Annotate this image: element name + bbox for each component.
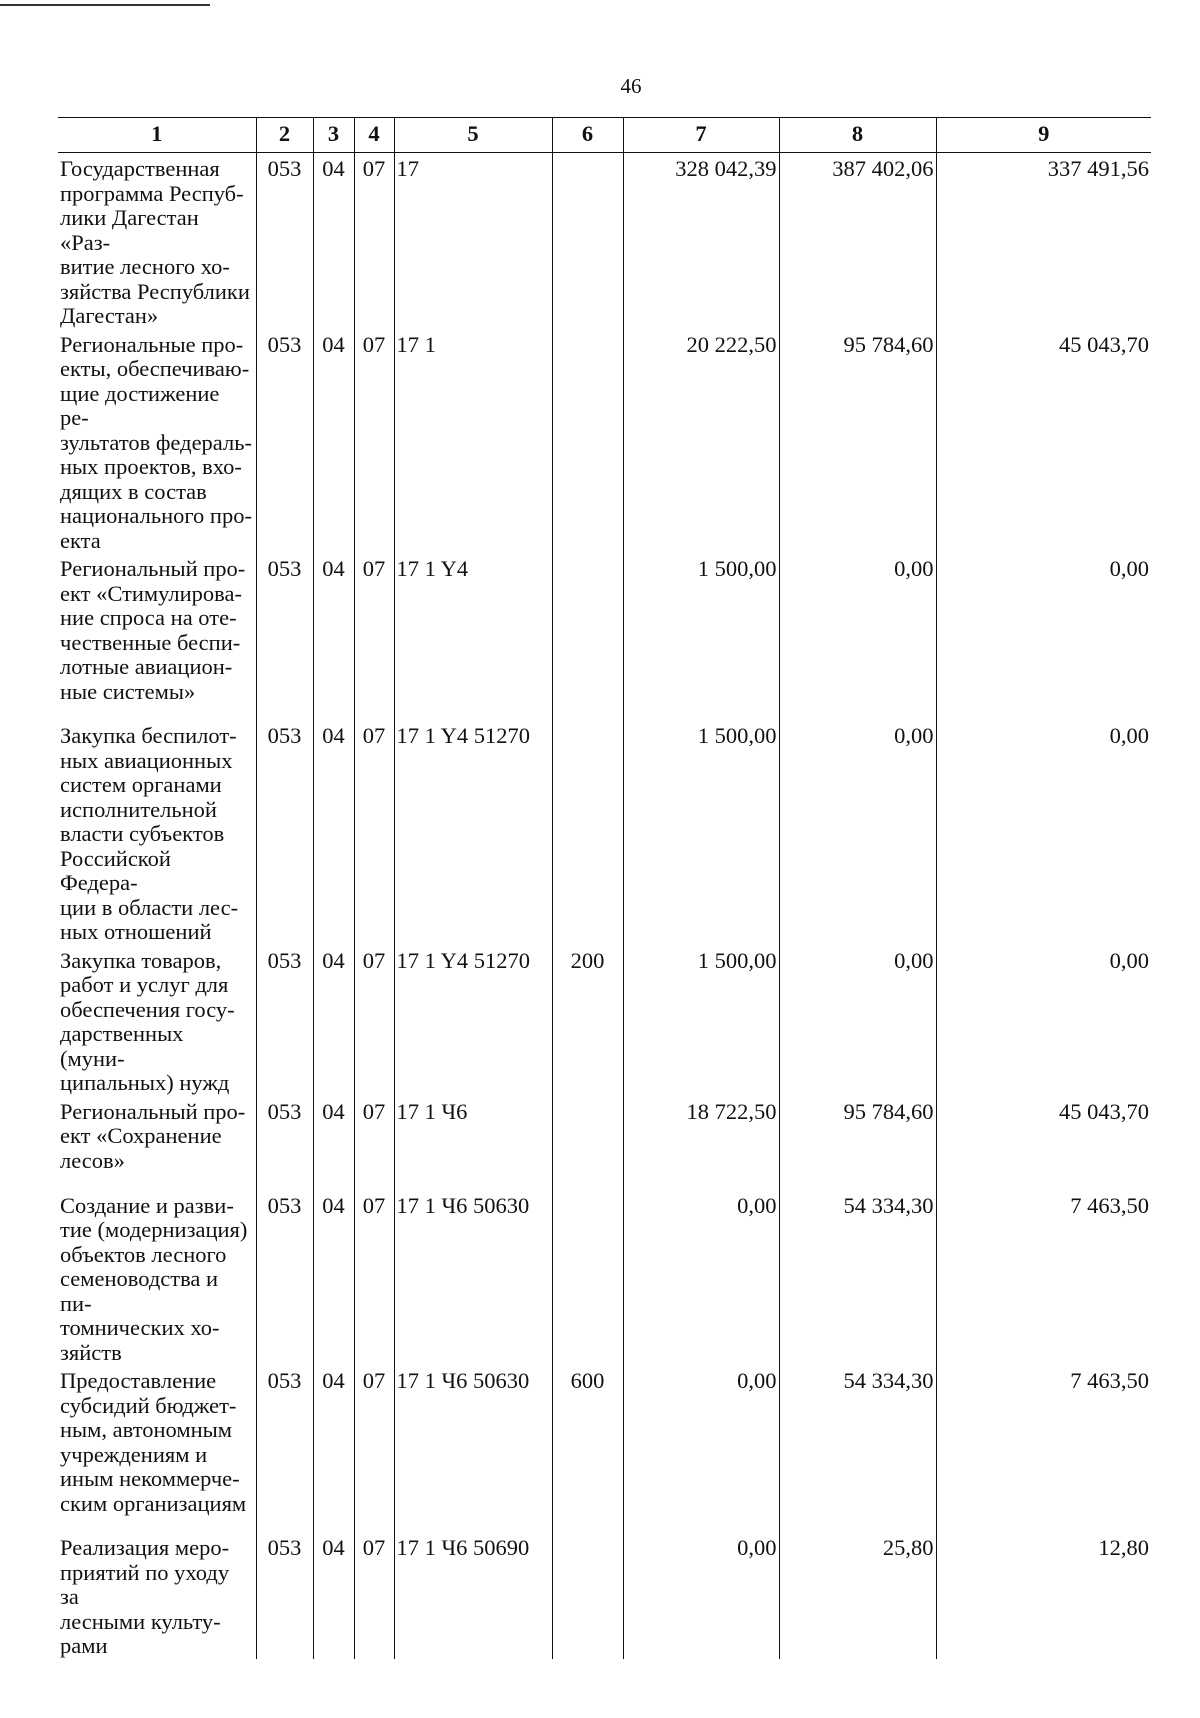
name-line: ных отношений: [60, 919, 212, 944]
table-row: [58, 720, 1151, 945]
name-line: Создание и разви-: [60, 1192, 234, 1218]
row-name: [58, 329, 256, 554]
subsection-cell: 07: [354, 1190, 394, 1366]
subsection-cell: 07: [354, 1365, 394, 1532]
amount-col-7: 18 722,50: [623, 1096, 779, 1190]
subsection-cell: 07: [354, 1096, 394, 1190]
amount-col-7: 328 042,39: [623, 153, 779, 329]
target-article-cell: 17 1 Ч6 50630: [394, 1365, 552, 1532]
name-line: екта: [60, 527, 101, 553]
target-article-cell: 17 1 Y4 51270: [394, 720, 552, 945]
row-name: [58, 945, 256, 1096]
expense-type-cell: [552, 329, 623, 554]
name-line: лотные авиацион-: [60, 654, 233, 679]
subsection-cell: 07: [354, 329, 394, 554]
header-col-5: 5: [394, 118, 552, 153]
amount-col-8: 387 402,06: [779, 153, 936, 329]
name-line: чественные беспи-: [60, 629, 241, 655]
name-line: щие достижение ре-: [60, 380, 220, 430]
name-line: Закупка товаров,: [60, 947, 222, 973]
name-line: учреждениям и: [60, 1441, 208, 1467]
name-line: Региональные про-: [60, 331, 244, 357]
page-number: 46: [620, 74, 642, 98]
name-line: ект «Стимулирова-: [60, 580, 242, 606]
header-col-8: 8: [779, 118, 936, 153]
amount-col-7: 20 222,50: [623, 329, 779, 554]
amount-col-8: 25,80: [779, 1532, 936, 1659]
header-col-1: 1: [58, 118, 256, 153]
grbs-cell: 053: [256, 945, 313, 1096]
amount-col-7: 1 500,00: [623, 720, 779, 945]
amount-col-9: 7 463,50: [936, 1190, 1151, 1366]
amount-col-9: 12,80: [936, 1532, 1151, 1659]
target-article-cell: 17 1: [394, 329, 552, 554]
amount-col-9: 45 043,70: [936, 329, 1151, 554]
row-name: [58, 1190, 256, 1366]
header-col-4: 4: [354, 118, 394, 153]
amount-col-7: 1 500,00: [623, 945, 779, 1096]
name-line: ным, автономным: [60, 1417, 232, 1442]
header-col-9: 9: [936, 118, 1151, 153]
section-cell: 04: [313, 1190, 354, 1366]
section-cell: 04: [313, 1096, 354, 1190]
name-line: иным некоммерче-: [60, 1466, 240, 1491]
name-line: зяйств: [60, 1339, 122, 1365]
name-line: зяйства Республики: [60, 278, 250, 304]
amount-col-7: 0,00: [623, 1532, 779, 1659]
amount-col-9: 7 463,50: [936, 1365, 1151, 1532]
amount-col-8: 54 334,30: [779, 1365, 936, 1532]
subsection-cell: 07: [354, 553, 394, 720]
name-line: Дагестан»: [60, 303, 159, 328]
name-line: ных проектов, вхо-: [60, 454, 242, 479]
row-name: [58, 553, 256, 720]
header-col-6: 6: [552, 118, 623, 153]
name-line: Региональный про-: [60, 1098, 246, 1124]
name-line: систем органами: [60, 772, 222, 797]
name-line: программа Респуб-: [60, 180, 244, 206]
name-line: рами: [60, 1633, 108, 1658]
name-line: Региональный про-: [60, 556, 246, 581]
name-line: ных авиационных: [60, 747, 233, 773]
table-row: [58, 1096, 1151, 1190]
target-article-cell: 17: [394, 153, 552, 329]
section-cell: 04: [313, 553, 354, 720]
grbs-cell: 053: [256, 720, 313, 945]
section-cell: 04: [313, 153, 354, 329]
amount-col-8: 0,00: [779, 945, 936, 1096]
name-line: национального про-: [60, 503, 252, 528]
expense-type-cell: 200: [552, 945, 623, 1096]
name-line: екты, обеспечиваю-: [60, 356, 250, 381]
expense-type-cell: 600: [552, 1365, 623, 1532]
expense-type-cell: [552, 153, 623, 329]
expense-type-cell: [552, 1532, 623, 1659]
section-cell: 04: [313, 720, 354, 945]
grbs-cell: 053: [256, 553, 313, 720]
name-line: обеспечения госу-: [60, 996, 235, 1022]
name-line: ект «Сохранение: [60, 1123, 222, 1148]
amount-col-9: 0,00: [936, 553, 1151, 720]
table-row: [58, 329, 1151, 554]
expense-type-cell: [552, 553, 623, 720]
table-row: [58, 945, 1151, 1096]
budget-table: [58, 117, 1151, 1659]
name-line: Закупка беспилот-: [60, 723, 237, 748]
name-line: дарственных (муни-: [60, 1021, 184, 1071]
section-cell: 04: [313, 1365, 354, 1532]
amount-col-8: 0,00: [779, 720, 936, 945]
name-line: витие лесного хо-: [60, 254, 230, 279]
header-col-3: 3: [313, 118, 354, 153]
name-line: работ и услуг для: [60, 972, 229, 997]
target-article-cell: 17 1 Ч6 50690: [394, 1532, 552, 1659]
header-col-2: 2: [256, 118, 313, 153]
name-line: ским организациям: [60, 1490, 247, 1516]
name-line: приятий по уходу за: [60, 1559, 230, 1609]
grbs-cell: 053: [256, 1096, 313, 1190]
name-line: лесов»: [60, 1147, 125, 1173]
table-row: [58, 553, 1151, 720]
name-line: исполнительной: [60, 796, 217, 822]
target-article-cell: 17 1 Y4: [394, 553, 552, 720]
target-article-cell: 17 1 Y4 51270: [394, 945, 552, 1096]
table-row: [58, 1532, 1151, 1659]
name-line: Государственная: [60, 156, 220, 181]
table-row: [58, 153, 1151, 329]
name-line: власти субъектов: [60, 821, 225, 846]
row-name: [58, 1365, 256, 1532]
amount-col-9: 0,00: [936, 945, 1151, 1096]
amount-col-7: 1 500,00: [623, 553, 779, 720]
amount-col-8: 95 784,60: [779, 1096, 936, 1190]
grbs-cell: 053: [256, 1365, 313, 1532]
name-line: ние спроса на оте-: [60, 605, 237, 630]
amount-col-7: 0,00: [623, 1365, 779, 1532]
name-line: лики Дагестан «Раз-: [60, 205, 199, 255]
name-line: ципальных) нужд: [60, 1070, 230, 1095]
name-line: томнических хо-: [60, 1315, 220, 1340]
table-row: [58, 1365, 1151, 1532]
grbs-cell: 053: [256, 329, 313, 554]
expense-type-cell: [552, 720, 623, 945]
name-line: Реализация меро-: [60, 1535, 230, 1560]
grbs-cell: 053: [256, 1190, 313, 1366]
subsection-cell: 07: [354, 153, 394, 329]
name-line: лесными культу-: [60, 1608, 221, 1634]
target-article-cell: 17 1 Ч6 50630: [394, 1190, 552, 1366]
row-name: [58, 720, 256, 945]
amount-col-8: 95 784,60: [779, 329, 936, 554]
table-row: [58, 1190, 1151, 1366]
subsection-cell: 07: [354, 1532, 394, 1659]
amount-col-7: 0,00: [623, 1190, 779, 1366]
amount-col-8: 54 334,30: [779, 1190, 936, 1366]
subsection-cell: 07: [354, 720, 394, 945]
section-cell: 04: [313, 945, 354, 1096]
amount-col-9: 45 043,70: [936, 1096, 1151, 1190]
name-line: семеноводства и пи-: [60, 1266, 219, 1316]
section-cell: 04: [313, 1532, 354, 1659]
target-article-cell: 17 1 Ч6: [394, 1096, 552, 1190]
name-line: ные системы»: [60, 678, 196, 704]
amount-col-9: 0,00: [936, 720, 1151, 945]
top-rule: [0, 4, 210, 6]
amount-col-8: 0,00: [779, 553, 936, 720]
subsection-cell: 07: [354, 945, 394, 1096]
name-line: объектов лесного: [60, 1241, 227, 1267]
name-line: зультатов федераль-: [60, 429, 252, 455]
name-line: ции в области лес-: [60, 894, 239, 920]
name-line: дящих в состав: [60, 478, 207, 504]
name-line: Предоставление: [60, 1368, 217, 1393]
header-col-7: 7: [623, 118, 779, 153]
row-name: [58, 1096, 256, 1190]
row-name: [58, 1532, 256, 1659]
expense-type-cell: [552, 1190, 623, 1366]
amount-col-9: 337 491,56: [936, 153, 1151, 329]
grbs-cell: 053: [256, 153, 313, 329]
name-line: тие (модернизация): [60, 1217, 248, 1242]
row-name: [58, 153, 256, 329]
name-line: Российской Федера-: [60, 845, 171, 895]
expense-type-cell: [552, 1096, 623, 1190]
name-line: субсидий бюджет-: [60, 1392, 237, 1418]
section-cell: 04: [313, 329, 354, 554]
grbs-cell: 053: [256, 1532, 313, 1659]
header-row: [58, 118, 1151, 153]
